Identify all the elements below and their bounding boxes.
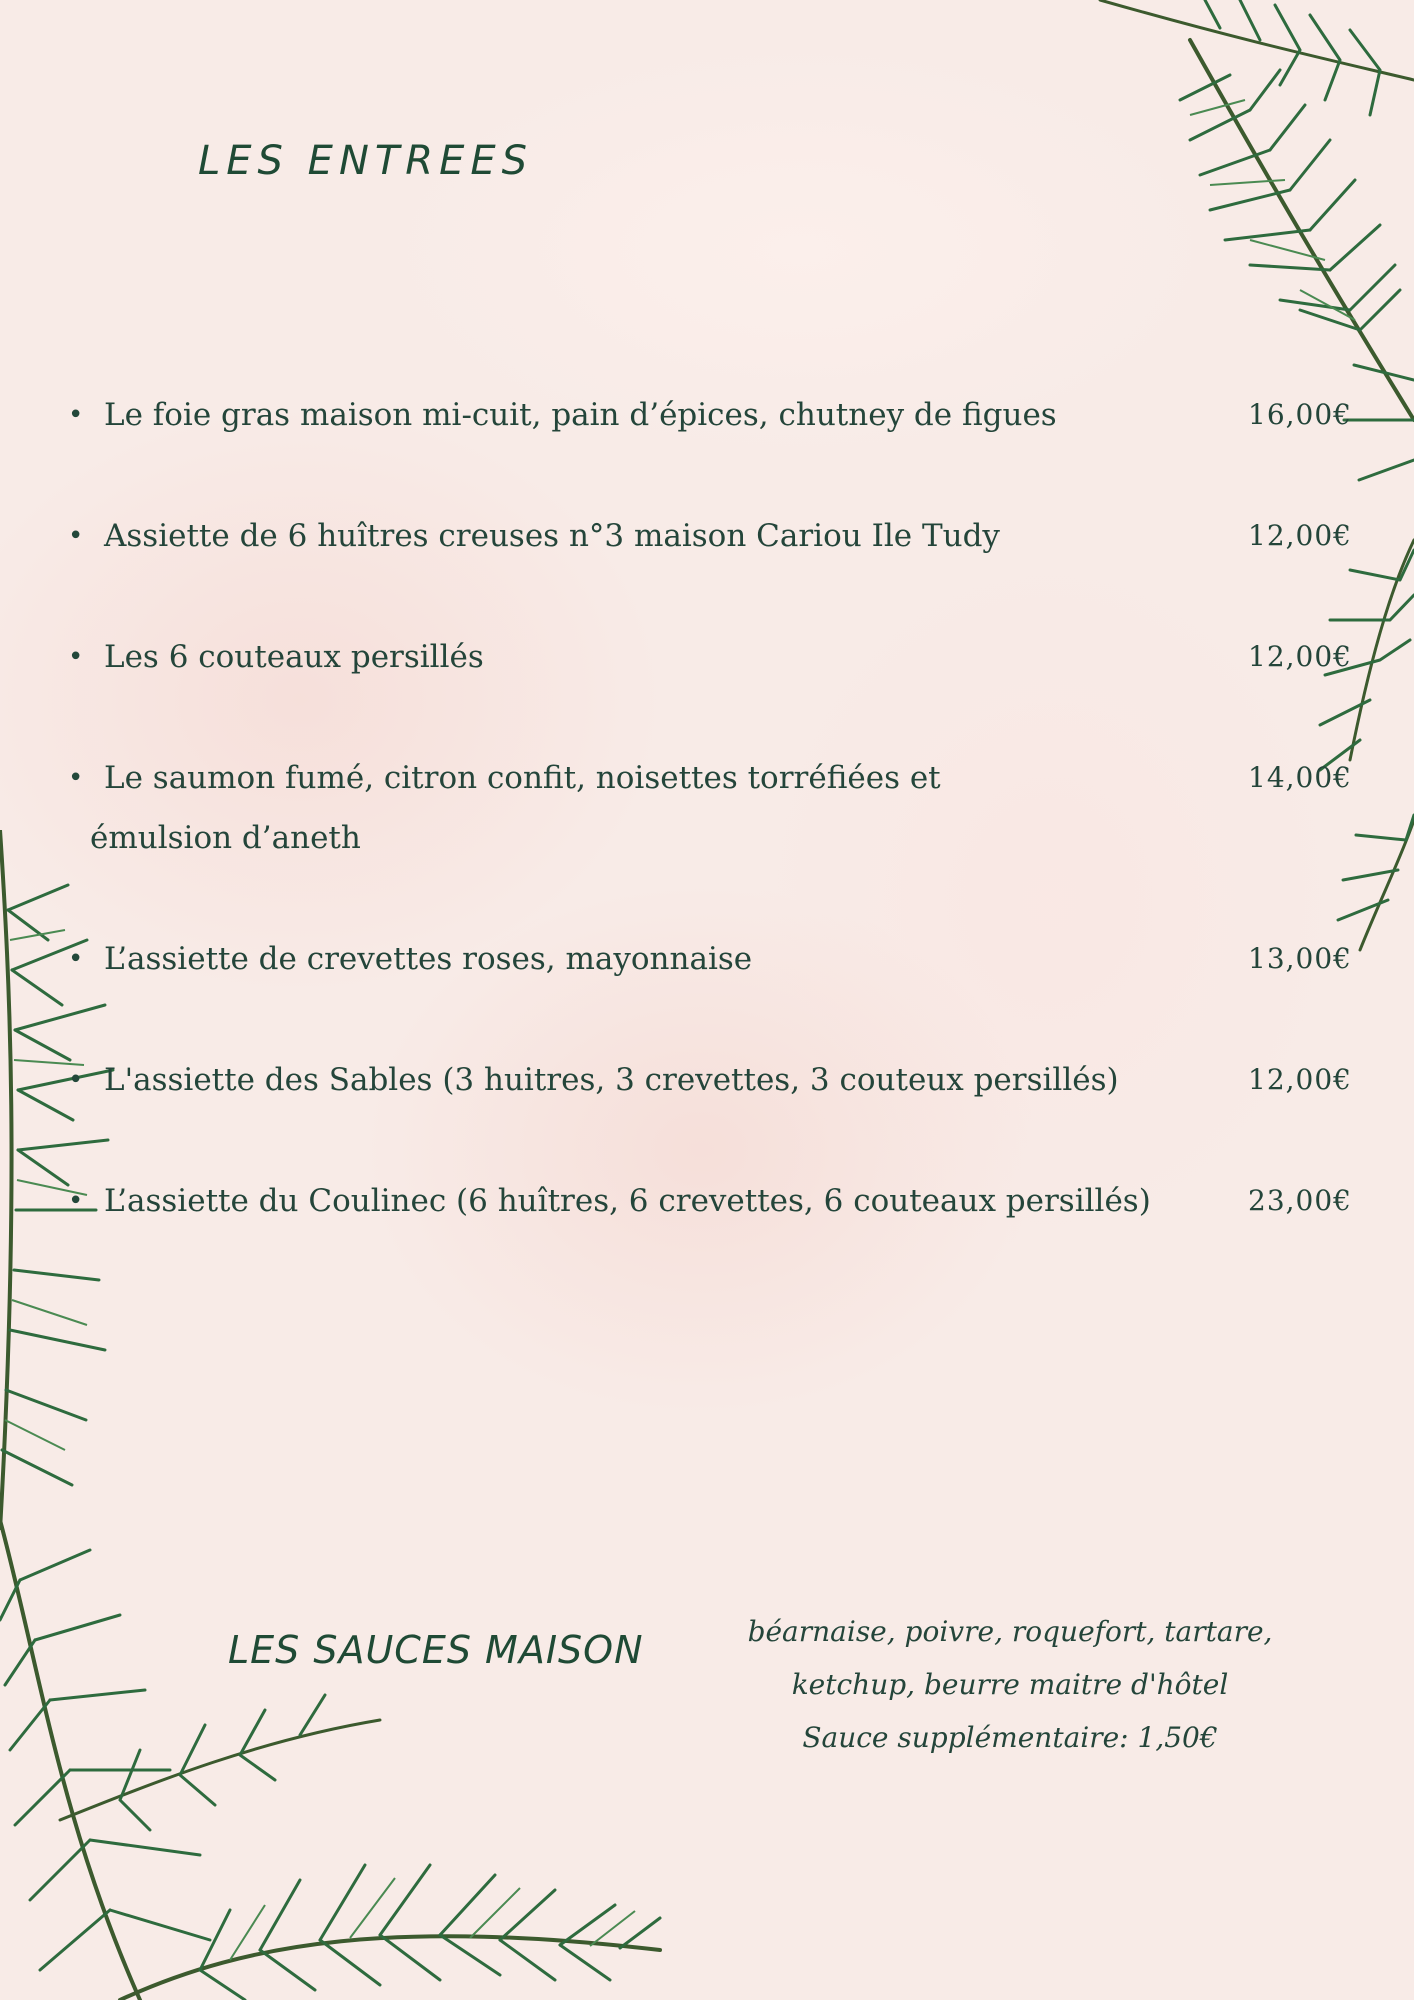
item-name: L’assiette du Coulinec (6 huîtres, 6 crevettes, 6 couteaux persillés)	[104, 1183, 1151, 1219]
bullet: •	[68, 1186, 84, 1216]
pine-branch-icon	[0, 1520, 680, 2000]
bullet: •	[68, 521, 84, 551]
item-name: Les 6 couteaux persillés	[104, 639, 484, 675]
item-price: 12,00€	[1248, 1063, 1352, 1096]
bullet: •	[68, 1065, 84, 1095]
sauces-line: Sauce supplémentaire: 1,50€	[802, 1721, 1218, 1754]
item-name: Assiette de 6 huîtres creuses n°3 maison Cariou Ile Tudy	[104, 518, 1000, 554]
item-name: Le foie gras maison mi-cuit, pain d’épices, chutney de figues	[104, 397, 1057, 433]
item-price: 14,00€	[1248, 761, 1352, 794]
sauces-description	[700, 1605, 1320, 1764]
item-price: 13,00€	[1248, 942, 1352, 975]
sauces-title: LES SAUCES MAISON	[228, 1628, 644, 1672]
sauces-line: ketchup, beurre maitre d'hôtel	[791, 1668, 1229, 1701]
bullet: •	[68, 642, 84, 672]
bullet: •	[68, 400, 84, 430]
item-price: 12,00€	[1248, 640, 1352, 673]
menu-title: LES ENTREES	[198, 138, 534, 184]
bullet: •	[68, 763, 84, 793]
item-price: 12,00€	[1248, 519, 1352, 552]
item-name-continuation: émulsion d’aneth	[90, 820, 361, 856]
item-name: Le saumon fumé, citron confit, noisettes torréfiées et	[104, 760, 941, 796]
sauces-line: béarnaise, poivre, roquefort, tartare,	[747, 1615, 1273, 1648]
bullet: •	[68, 944, 84, 974]
item-name: L’assiette de crevettes roses, mayonnaise	[104, 941, 753, 977]
item-price: 23,00€	[1248, 1184, 1352, 1217]
item-name: L'assiette des Sables (3 huitres, 3 crevettes, 3 couteux persillés)	[104, 1062, 1119, 1098]
item-price: 16,00€	[1248, 398, 1352, 431]
